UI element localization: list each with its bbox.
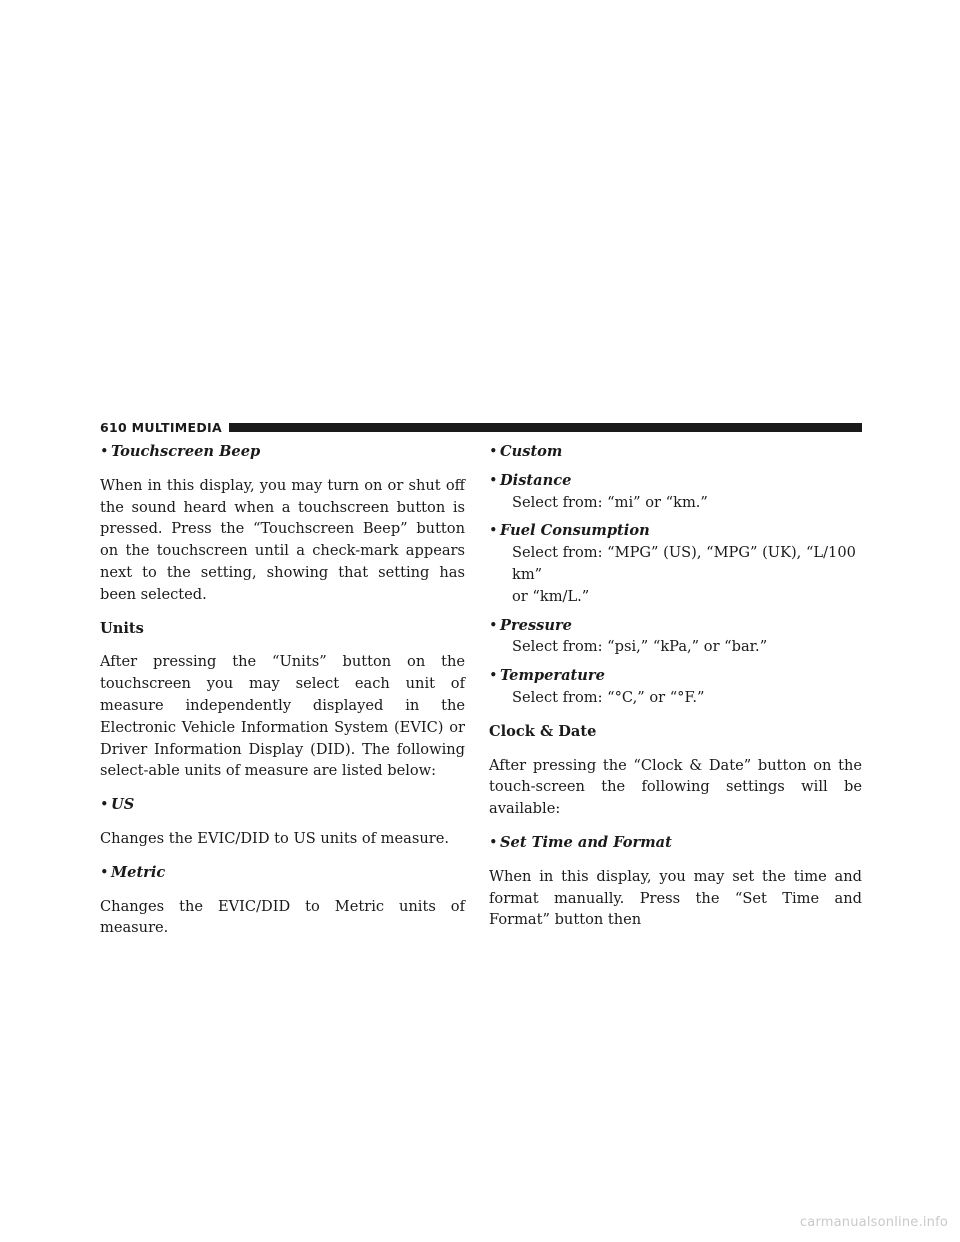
- bullet-metric: [100, 862, 465, 884]
- clock-date-heading: Clock & Date: [489, 722, 597, 740]
- right-column: [489, 441, 862, 943]
- set-time-paragraph: When in this display, you may set the time and format manually. Press the “Set Time and Format” button then: [489, 867, 862, 929]
- touchscreen-beep-paragraph: When in this display, you may turn on or shut off the sound heard when a touchscreen button is pressed. Press the “Touchscreen Beep” button on the touchscreen until a check-mark appears next to the setting, showing that setting has been selected.: [100, 476, 465, 603]
- item-text: Select from: “mi” or “km.”: [512, 493, 708, 511]
- item-text: Select from: “MPG” (US), “MPG” (UK), “L/100 km”: [512, 544, 856, 583]
- item-title: Temperature: [500, 667, 605, 685]
- list-item-fuel-consumption: [489, 520, 862, 607]
- bullet-dot: •: [489, 833, 498, 851]
- bullet-dot: •: [489, 471, 498, 489]
- units-heading: Units: [100, 619, 144, 637]
- item-text: Select from: “psi,” “kPa,” or “bar.”: [512, 638, 768, 656]
- bullet-title: Touchscreen Beep: [111, 443, 261, 460]
- bullet-dot: •: [489, 522, 498, 540]
- list-item-pressure: [489, 615, 862, 659]
- bullet-title: US: [111, 796, 135, 814]
- clock-date-paragraph: After pressing the “Clock & Date” button on the touch-screen the following settings will be available:: [489, 756, 862, 818]
- page-number-section: 610 MULTIMEDIA: [100, 419, 222, 435]
- left-column: [100, 441, 465, 951]
- bullet-dot: •: [489, 616, 498, 634]
- bullet-set-time-format: [489, 832, 862, 854]
- bullet-us: [100, 794, 465, 816]
- header-rule: [229, 423, 862, 432]
- bullet-dot: •: [489, 443, 498, 460]
- item-title: Pressure: [500, 616, 572, 634]
- bullet-dot: •: [489, 667, 498, 685]
- item-title: Fuel Consumption: [500, 522, 650, 540]
- item-text: Select from: “°C,” or “°F.”: [512, 688, 705, 706]
- item-text-continued: or “km/L.”: [512, 587, 590, 605]
- bullet-dot: •: [100, 863, 109, 881]
- bullet-touchscreen-beep: [100, 441, 465, 463]
- list-item-custom: [489, 441, 862, 463]
- watermark: carmanualsonline.info: [799, 1215, 948, 1230]
- item-title: Distance: [500, 471, 572, 489]
- item-title: Custom: [500, 443, 563, 460]
- bullet-dot: •: [100, 443, 109, 460]
- bullet-title: Metric: [111, 863, 166, 881]
- bullet-title: Set Time and Format: [500, 833, 672, 851]
- list-item-distance: [489, 470, 862, 514]
- bullet-dot: •: [100, 796, 109, 814]
- units-paragraph: After pressing the “Units” button on the touchscreen you may select each unit of measure independently displayed in the Electronic Vehicle Information System (EVIC) or Driver Information Display (DID). The following select-able units of measure are listed below:: [100, 653, 465, 780]
- list-item-temperature: [489, 665, 862, 709]
- page-header: [100, 420, 862, 434]
- us-paragraph: Changes the EVIC/DID to US units of measure.: [100, 829, 449, 847]
- metric-paragraph: Changes the EVIC/DID to Metric units of measure.: [100, 897, 465, 937]
